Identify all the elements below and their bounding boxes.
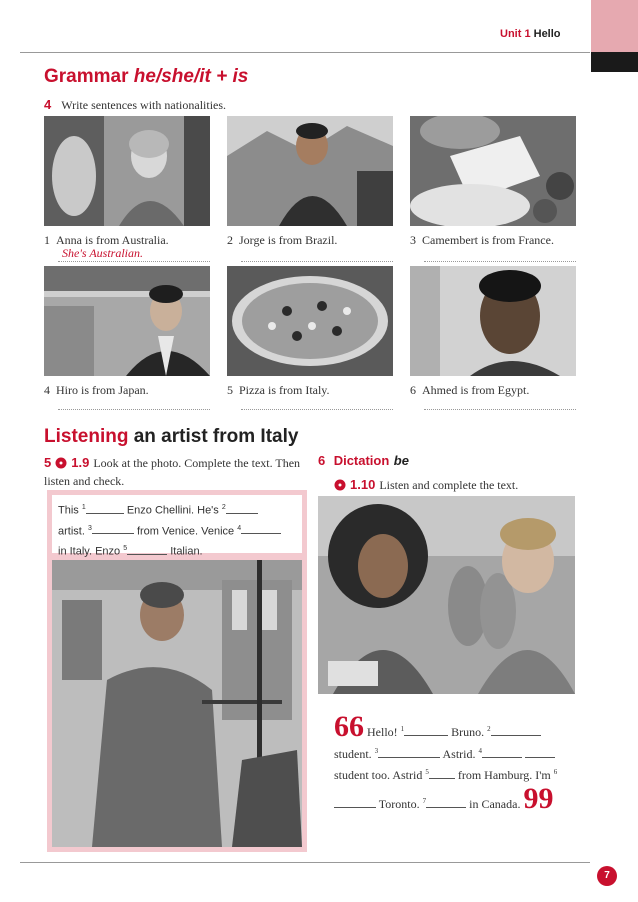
answer-line-4[interactable]	[58, 408, 210, 410]
exercise-6-instruction-row	[334, 476, 518, 494]
gap-text-fragment: from Venice. Venice	[136, 525, 235, 538]
gap-text-fragment: This	[58, 504, 79, 517]
photo-jorge	[227, 116, 393, 226]
exercise-instruction: Write sentences with nationalities.	[61, 98, 227, 112]
gap-text-fragment: student.	[334, 747, 372, 761]
dictation-gap-4[interactable]	[482, 747, 522, 758]
photo-pizza	[227, 266, 393, 376]
gap-text-fragment: Bruno.	[451, 725, 485, 739]
gap-number: 6	[553, 768, 558, 776]
dictation-title-word: Dictation	[333, 453, 390, 468]
track-number: 1.10	[350, 477, 376, 492]
listening-title-word: Listening	[44, 426, 129, 447]
item-text: Ahmed is from Egypt.	[422, 383, 530, 397]
dictation-gap-7[interactable]	[426, 797, 466, 808]
item-text: Anna is from Australia.	[56, 233, 169, 247]
gap-fill-text	[52, 495, 302, 558]
gap-text-fragment: in Italy. Enzo	[58, 545, 121, 558]
gap-4[interactable]	[241, 523, 281, 534]
unit-number: Unit 1	[500, 28, 531, 40]
gap-text-fragment: Enzo Chellini. He's	[126, 504, 219, 517]
gap-text-fragment: in Canada.	[469, 797, 521, 811]
gap-text-fragment: Astrid.	[442, 747, 476, 761]
dictation-heading	[318, 452, 409, 470]
gap-5[interactable]	[127, 544, 167, 555]
gap-number: 2	[487, 725, 491, 733]
item-text: Camembert is from France.	[422, 233, 554, 247]
header-rule	[20, 52, 590, 53]
listening-title-rest: an artist from Italy	[133, 426, 299, 447]
item-number: 3	[410, 233, 416, 247]
answer-line-2[interactable]	[241, 260, 393, 262]
gap-3[interactable]	[92, 523, 134, 534]
answer-line-1[interactable]	[58, 260, 210, 262]
gap-number: 4	[478, 747, 483, 755]
unit-label	[500, 28, 561, 40]
item-text: Hiro is from Japan.	[56, 383, 149, 397]
listening-heading	[44, 426, 298, 448]
item-5-caption	[227, 383, 330, 398]
cd-audio-icon[interactable]	[55, 457, 67, 469]
item-number: 6	[410, 383, 416, 397]
gap-number: 1	[400, 725, 405, 733]
item-1-answer: She's Australian.	[62, 246, 144, 260]
gap-text-fragment: student too. Astrid	[334, 768, 423, 782]
gap-1[interactable]	[86, 503, 124, 514]
item-number: 2	[227, 233, 233, 247]
grammar-title-word: Grammar	[44, 66, 129, 87]
dictation-gap-4b[interactable]	[525, 747, 555, 758]
dictation-gap-5[interactable]	[429, 768, 455, 779]
dictation-gap-2[interactable]	[491, 725, 541, 736]
open-quote-mark: 66	[334, 710, 364, 743]
answer-line-5[interactable]	[241, 408, 393, 410]
gap-number: 1	[81, 504, 86, 511]
grammar-heading	[44, 66, 248, 88]
gap-number: 4	[237, 524, 242, 532]
dictation-gap-1[interactable]	[404, 725, 448, 736]
answer-line-6[interactable]	[424, 408, 576, 410]
dictation-gap-3[interactable]	[378, 747, 440, 758]
unit-title: Hello	[533, 28, 561, 40]
photo-ahmed	[410, 266, 576, 376]
item-number: 5	[227, 383, 233, 397]
item-4-caption	[44, 383, 149, 398]
exercise-number: 4	[44, 97, 52, 112]
photo-hiro	[44, 266, 210, 376]
photo-students	[318, 496, 575, 694]
photo-camembert	[410, 116, 576, 226]
exercise-instruction: Listen and complete the text.	[379, 478, 519, 492]
photo-enzo-painting	[52, 560, 302, 847]
gap-text-fragment: Toronto.	[378, 797, 420, 811]
corner-tab-dark	[591, 52, 638, 72]
footer-rule	[20, 862, 590, 863]
gap-number: 3	[87, 524, 92, 532]
cd-audio-icon[interactable]	[334, 479, 346, 491]
gap-text-fragment: Italian.	[170, 545, 203, 558]
grammar-title-rest: he/she/it + is	[133, 66, 249, 87]
dictation-gap-6[interactable]	[334, 797, 376, 808]
gap-text-fragment: artist.	[58, 525, 85, 538]
item-6-caption	[410, 383, 529, 398]
gap-number: 2	[221, 504, 226, 511]
photo-anna	[44, 116, 210, 226]
exercise-instruction: Look at the photo. Complete the text. Then listen and check.	[44, 456, 301, 488]
gap-text-fragment: from Hamburg. I'm	[457, 768, 551, 782]
item-text: Jorge is from Brazil.	[239, 233, 338, 247]
gap-number: 7	[422, 797, 427, 805]
close-quote-mark: 99	[523, 782, 554, 815]
dictation-title-rest: be	[393, 453, 409, 468]
gap-number: 5	[123, 545, 128, 553]
exercise-4-instruction-row	[44, 96, 226, 114]
exercise-5-instruction-row	[44, 454, 304, 490]
item-3-caption	[410, 233, 554, 248]
item-number: 4	[44, 383, 50, 397]
dictation-text	[334, 712, 576, 814]
item-number: 1	[44, 233, 50, 247]
track-number: 1.9	[71, 455, 90, 470]
gap-number: 3	[374, 747, 379, 755]
item-2-caption	[227, 233, 337, 248]
exercise-number: 6	[318, 453, 326, 468]
exercise-number: 5	[44, 455, 52, 470]
gap-text-fragment: Hello!	[367, 725, 398, 739]
item-text: Pizza is from Italy.	[239, 383, 330, 397]
gap-number: 5	[425, 768, 429, 776]
answer-line-3[interactable]	[424, 260, 576, 262]
gap-2[interactable]	[226, 503, 258, 514]
page-number: 7	[597, 866, 617, 886]
